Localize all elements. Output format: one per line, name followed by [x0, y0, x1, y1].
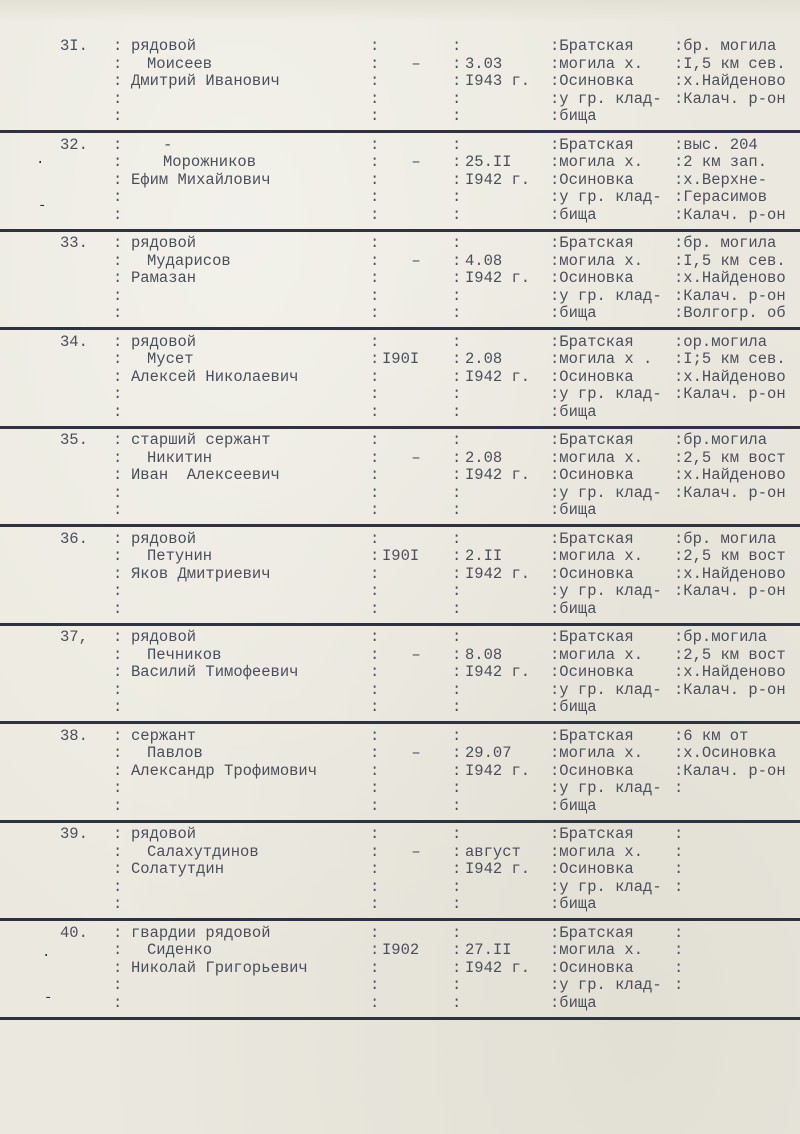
- column-separator: : : : : :: [452, 529, 462, 618]
- record-date-line: 8.08: [465, 645, 503, 664]
- record-date-line: I942 г.: [465, 564, 531, 583]
- record-location-line: :бр.могила: [674, 431, 768, 449]
- record-location-line: :2 км зап.: [674, 153, 768, 171]
- record-number: 38.: [60, 726, 88, 745]
- record-date-line: 2.08: [465, 448, 503, 467]
- record-location-line: :бр.могила: [674, 628, 768, 646]
- record-person-line: Сиденко: [147, 941, 213, 959]
- record-place: [550, 334, 677, 422]
- record-place-line: :Осиновка: [550, 663, 634, 681]
- record-person-line: рядовой: [131, 37, 197, 55]
- record-date: [465, 450, 550, 485]
- record-place-line: :Осиновка: [550, 466, 634, 484]
- record-number: 33.: [60, 234, 88, 252]
- record-date-line: 25.II: [465, 153, 512, 171]
- column-separator: : : : : :: [452, 431, 462, 519]
- column-separator: : : : : :: [113, 628, 123, 716]
- record-location-line: [674, 502, 800, 520]
- record-place-line: :Братская: [550, 529, 634, 548]
- record-place-line: :могила х.: [550, 153, 644, 171]
- record-divider: [0, 623, 800, 626]
- record-person-line: гвардии рядовой: [131, 923, 271, 942]
- record-date-line: 29.07: [465, 744, 512, 762]
- record-location-line: :: [674, 825, 684, 843]
- record-location-line: :: [674, 842, 684, 861]
- record-date-line: 3.03: [465, 54, 503, 73]
- record-person-line: сержант: [131, 726, 197, 745]
- record-location: [674, 334, 800, 422]
- column-separator: : : : : :: [370, 332, 380, 421]
- record-person-line: старший сержант: [131, 431, 271, 449]
- record-person-line: [131, 485, 366, 503]
- record-person-line: рядовой: [131, 628, 197, 646]
- record-person-line: [131, 404, 366, 422]
- record-person-line: [131, 699, 366, 717]
- record-divider: [0, 1017, 800, 1020]
- record-date: [465, 942, 550, 977]
- record-divider: [0, 918, 800, 921]
- record-place-line: :Братская: [550, 332, 634, 351]
- record-place-line: :у гр. клад-: [550, 483, 662, 502]
- column-separator: : : : : :: [452, 628, 462, 716]
- record-person-line: [131, 995, 366, 1013]
- record-location-line: :Волгогр. об: [674, 304, 786, 322]
- record-location-line: :Калач. р-он: [674, 286, 786, 305]
- record-location: [674, 531, 800, 619]
- record-divider: [0, 721, 800, 724]
- record-number: 37,: [60, 628, 88, 646]
- record-person-line: Яков Дмитриевич: [131, 564, 271, 583]
- record-date-line: I942 г.: [465, 663, 531, 681]
- record-person-line: Алексей Николаевич: [131, 367, 299, 386]
- record-divider: [0, 426, 800, 429]
- record-place-line: :у гр. клад-: [550, 89, 662, 108]
- record-person: [131, 38, 366, 126]
- record-number: 40.: [60, 923, 88, 942]
- record-date-line: I943 г.: [465, 72, 531, 90]
- record-place-line: :Братская: [550, 135, 634, 154]
- record-place-line: :бища: [550, 402, 597, 421]
- record-divider: [0, 524, 800, 527]
- column-separator: : : : : :: [113, 726, 123, 815]
- record-person-line: [131, 502, 366, 520]
- record-place-line: :Осиновка: [550, 958, 634, 977]
- record-place-line: :Осиновка: [550, 761, 634, 780]
- margin-mark: .: [42, 945, 51, 961]
- record-date-line: 2.08: [465, 350, 503, 368]
- record-location-line: :2,5 км вост: [674, 645, 786, 664]
- record-person-line: Николай Григорьевич: [131, 958, 308, 977]
- record-place-line: :Братская: [550, 923, 634, 942]
- record-date-line: август: [465, 842, 521, 861]
- burial-record: [0, 728, 800, 826]
- record-person-line: [131, 108, 366, 126]
- column-separator: : : : : :: [370, 825, 380, 913]
- record-person-line: Никитин: [147, 448, 213, 467]
- record-person: [131, 629, 366, 717]
- record-person-line: рядовой: [131, 825, 197, 843]
- record-place: [550, 925, 677, 1013]
- column-separator: : : : : :: [452, 37, 462, 125]
- margin-mark: -: [38, 198, 47, 214]
- record-birth-year: –: [411, 153, 421, 171]
- record-person-line: [131, 288, 366, 306]
- column-separator: : : : : :: [452, 234, 462, 322]
- record-birth-year: I90I: [382, 547, 420, 565]
- record-location-line: :: [674, 877, 684, 896]
- record-place-line: :Осиновка: [550, 72, 634, 90]
- record-location: [674, 728, 800, 816]
- record-location-line: :I,5 км сев.: [674, 54, 786, 73]
- record-location-line: :ор.могила: [674, 332, 768, 351]
- record-place-line: :Братская: [550, 825, 634, 843]
- record-location-line: :2,5 км вост: [674, 547, 786, 565]
- record-place-line: :у гр. клад-: [550, 286, 662, 305]
- record-place-line: :могила х.: [550, 842, 644, 861]
- record-person-line: Печников: [147, 645, 222, 664]
- record-place-line: :Братская: [550, 431, 634, 449]
- record-person: [131, 137, 366, 225]
- record-birth-year: –: [411, 251, 421, 270]
- record-place-line: :бища: [550, 895, 597, 913]
- record-person: [131, 531, 366, 619]
- record-place: [550, 137, 677, 225]
- record-birth-year: –: [411, 645, 421, 664]
- record-person-line: [131, 977, 366, 995]
- burial-record: [0, 137, 800, 235]
- page-top-edge: [0, 0, 800, 22]
- record-date-line: I942 г.: [465, 269, 531, 287]
- record-divider: [0, 229, 800, 232]
- record-location-line: :бр. могила: [674, 234, 777, 252]
- record-place: [550, 629, 677, 717]
- record-location-line: :Калач. р-он: [674, 89, 786, 108]
- record-location-line: :Калач. р-он: [674, 761, 786, 780]
- record-date-line: I942 г.: [465, 170, 531, 189]
- column-separator: : : : : :: [113, 37, 123, 125]
- record-birth-year: I902: [382, 941, 420, 959]
- column-separator: : : : : :: [113, 825, 123, 913]
- record-person-line: Павлов: [147, 744, 203, 762]
- record-location-line: :: [674, 860, 684, 878]
- record-place-line: :могила х.: [550, 547, 644, 565]
- record-person-line: рядовой: [131, 529, 197, 548]
- record-place-line: :у гр. клад-: [550, 877, 662, 896]
- record-place-line: :Братская: [550, 234, 634, 252]
- record-place-line: :бища: [550, 205, 597, 224]
- record-location-line: :выс. 204: [674, 135, 758, 154]
- column-separator: : : : : :: [370, 234, 380, 322]
- record-location-line: :6 км от: [674, 726, 749, 745]
- record-place-line: :Осиновка: [550, 367, 634, 386]
- column-separator: : : : : :: [370, 135, 380, 224]
- record-location-line: :: [674, 976, 684, 994]
- record-place-line: :у гр. клад-: [550, 779, 662, 797]
- record-person: [131, 334, 366, 422]
- record-location-line: [674, 404, 800, 422]
- column-separator: : : : : :: [370, 726, 380, 815]
- margin-mark: -: [44, 990, 53, 1006]
- record-location-line: :: [674, 941, 684, 959]
- record-location-line: :I,5 км сев.: [674, 251, 786, 270]
- record-date-line: I942 г.: [465, 860, 531, 878]
- record-place-line: :у гр. клад-: [550, 582, 662, 600]
- record-person-line: [131, 305, 366, 323]
- record-place-line: :у гр. клад-: [550, 976, 662, 994]
- column-separator: : : : : :: [370, 431, 380, 519]
- record-date: [465, 647, 550, 682]
- burial-record: [0, 334, 800, 432]
- record-location: [674, 826, 800, 914]
- record-number: 35.: [60, 431, 88, 449]
- record-place-line: :бища: [550, 107, 597, 125]
- record-place-line: :Осиновка: [550, 269, 634, 287]
- column-separator: : : : : :: [370, 628, 380, 716]
- record-place-line: :могила х.: [550, 448, 644, 467]
- record-location-line: :х.Найденово: [674, 466, 786, 484]
- record-location: [674, 925, 800, 1013]
- record-person-line: Морожников: [163, 153, 257, 171]
- burial-record: [0, 629, 800, 727]
- record-birth-year: –: [411, 448, 421, 467]
- record-date-line: 2.II: [465, 547, 503, 565]
- record-location-line: :х.Найденово: [674, 72, 786, 90]
- record-location-line: :Калач. р-он: [674, 205, 786, 224]
- burial-record: [0, 38, 800, 136]
- record-location-line: :х.Осиновка: [674, 744, 777, 762]
- record-place-line: :бища: [550, 599, 597, 618]
- column-separator: : : : : :: [452, 135, 462, 224]
- record-location: [674, 432, 800, 520]
- burial-record: [0, 531, 800, 629]
- record-divider: [0, 130, 800, 133]
- column-separator: : : : : :: [452, 726, 462, 815]
- column-separator: : : : : :: [113, 135, 123, 224]
- record-place-line: :могила х.: [550, 54, 644, 73]
- record-location-line: [674, 995, 800, 1013]
- record-person-line: Моисеев: [147, 54, 213, 73]
- record-person-line: [131, 879, 366, 897]
- record-person-line: [131, 583, 366, 601]
- record-person-line: [131, 780, 366, 798]
- record-person-line: Мусет: [147, 350, 194, 368]
- record-person: [131, 925, 366, 1013]
- record-place-line: :Осиновка: [550, 860, 634, 878]
- record-person-line: рядовой: [131, 332, 197, 351]
- record-person-line: [131, 682, 366, 700]
- record-date-line: I942 г.: [465, 367, 531, 386]
- record-location-line: :Герасимов: [674, 188, 768, 206]
- burial-record: [0, 925, 800, 1023]
- record-location-line: :х.Найденово: [674, 663, 786, 681]
- record-date: [465, 351, 550, 386]
- column-separator: : : : : :: [370, 923, 380, 1012]
- record-location-line: :х.Найденово: [674, 269, 786, 287]
- record-date-line: I942 г.: [465, 761, 531, 780]
- record-date: [465, 56, 550, 91]
- record-person-line: Мударисов: [147, 251, 231, 270]
- record-place-line: :у гр. клад-: [550, 188, 662, 206]
- record-person-line: Салахутдинов: [147, 842, 259, 861]
- record-person-line: [131, 207, 366, 225]
- record-date: [465, 844, 550, 879]
- record-place-line: :бища: [550, 993, 597, 1012]
- margin-mark: .: [36, 152, 45, 168]
- record-place-line: :могила х.: [550, 251, 644, 270]
- record-place-line: :у гр. клад-: [550, 680, 662, 699]
- record-person-line: Рамазан: [131, 269, 197, 287]
- record-place: [550, 235, 677, 323]
- record-birth-year: –: [411, 54, 421, 73]
- record-person-line: Дмитрий Иванович: [131, 72, 280, 90]
- record-person-line: [131, 896, 366, 914]
- record-person: [131, 826, 366, 914]
- record-person-line: Иван Алексеевич: [131, 466, 280, 484]
- record-place-line: :у гр. клад-: [550, 385, 662, 403]
- record-person-line: [131, 91, 366, 109]
- record-date: [465, 548, 550, 583]
- record-person-line: Петунин: [147, 547, 213, 565]
- record-person-line: рядовой: [131, 234, 197, 252]
- record-location-line: :Калач. р-он: [674, 385, 786, 403]
- record-birth-year: –: [411, 744, 421, 762]
- record-person-line: Солатутдин: [131, 860, 225, 878]
- record-number: 34.: [60, 332, 88, 351]
- column-separator: : : : : :: [370, 529, 380, 618]
- record-location-line: :Калач. р-он: [674, 582, 786, 600]
- record-place-line: :бища: [550, 501, 597, 519]
- record-place: [550, 826, 677, 914]
- record-place-line: :могила х.: [550, 744, 644, 762]
- record-date-line: 4.08: [465, 251, 503, 270]
- record-divider: [0, 820, 800, 823]
- record-date-line: 27.II: [465, 941, 512, 959]
- column-separator: : : : : :: [370, 37, 380, 125]
- column-separator: : : : : :: [452, 332, 462, 421]
- record-place: [550, 38, 677, 126]
- record-date: [465, 253, 550, 288]
- record-location-line: :бр. могила: [674, 529, 777, 548]
- record-person-line: [131, 601, 366, 619]
- record-location-line: :х.Найденово: [674, 564, 786, 583]
- record-location: [674, 38, 800, 126]
- record-place-line: :могила х .: [550, 350, 653, 368]
- record-location-line: :х.Найденово: [674, 367, 786, 386]
- record-location: [674, 137, 800, 225]
- record-person-line: [131, 189, 366, 207]
- record-person-line: Ефим Михайлович: [131, 170, 271, 189]
- record-number: 39.: [60, 825, 88, 843]
- record-location-line: :2,5 км вост: [674, 448, 786, 467]
- record-date-line: I942 г.: [465, 958, 531, 977]
- record-divider: [0, 327, 800, 330]
- record-place-line: :Осиновка: [550, 564, 634, 583]
- record-person-line: [131, 386, 366, 404]
- record-location-line: :: [674, 779, 684, 797]
- record-number: 32.: [60, 135, 88, 154]
- record-person: [131, 728, 366, 816]
- record-place-line: :могила х.: [550, 941, 644, 959]
- record-location: [674, 235, 800, 323]
- record-date: [465, 154, 550, 189]
- column-separator: : : : : :: [113, 332, 123, 421]
- column-separator: : : : : :: [113, 431, 123, 519]
- record-location-line: [674, 798, 800, 816]
- column-separator: : : : : :: [113, 234, 123, 322]
- record-location-line: :бр. могила: [674, 37, 777, 55]
- burial-record: [0, 432, 800, 530]
- record-place-line: :Осиновка: [550, 170, 634, 189]
- record-place: [550, 432, 677, 520]
- record-place-line: :могила х.: [550, 645, 644, 664]
- record-place: [550, 728, 677, 816]
- record-place-line: :Братская: [550, 726, 634, 745]
- record-location-line: [674, 896, 800, 914]
- record-place-line: :Братская: [550, 37, 634, 55]
- record-person-line: -: [163, 135, 173, 154]
- burial-record: [0, 826, 800, 924]
- record-place-line: :бища: [550, 796, 597, 815]
- record-number: 3I.: [60, 37, 88, 55]
- burial-record: [0, 235, 800, 333]
- record-date: [465, 745, 550, 780]
- record-person-line: [131, 798, 366, 816]
- record-place: [550, 531, 677, 619]
- column-separator: : : : : :: [452, 923, 462, 1012]
- record-number: 36.: [60, 529, 88, 548]
- record-person-line: Василий Тимофеевич: [131, 663, 299, 681]
- record-location-line: :: [674, 923, 684, 942]
- column-separator: : : : : :: [113, 923, 123, 1012]
- record-place-line: :бища: [550, 304, 597, 322]
- record-birth-year: I90I: [382, 350, 420, 368]
- column-separator: : : : : :: [452, 825, 462, 913]
- record-location-line: [674, 601, 800, 619]
- record-birth-year: –: [411, 842, 421, 861]
- record-location-line: :Калач. р-он: [674, 680, 786, 699]
- record-location-line: :: [674, 958, 684, 977]
- record-location-line: :Калач. р-он: [674, 483, 786, 502]
- record-date-line: I942 г.: [465, 466, 531, 484]
- record-location-line: [674, 699, 800, 717]
- record-place-line: :Братская: [550, 628, 634, 646]
- record-person: [131, 432, 366, 520]
- record-location: [674, 629, 800, 717]
- record-place-line: :бища: [550, 698, 597, 716]
- record-person-line: Александр Трофимович: [131, 761, 318, 780]
- column-separator: : : : : :: [113, 529, 123, 618]
- record-person: [131, 235, 366, 323]
- record-location-line: :I;5 км сев.: [674, 350, 786, 368]
- record-location-line: [674, 108, 800, 126]
- record-location-line: :х.Верхне-: [674, 170, 768, 189]
